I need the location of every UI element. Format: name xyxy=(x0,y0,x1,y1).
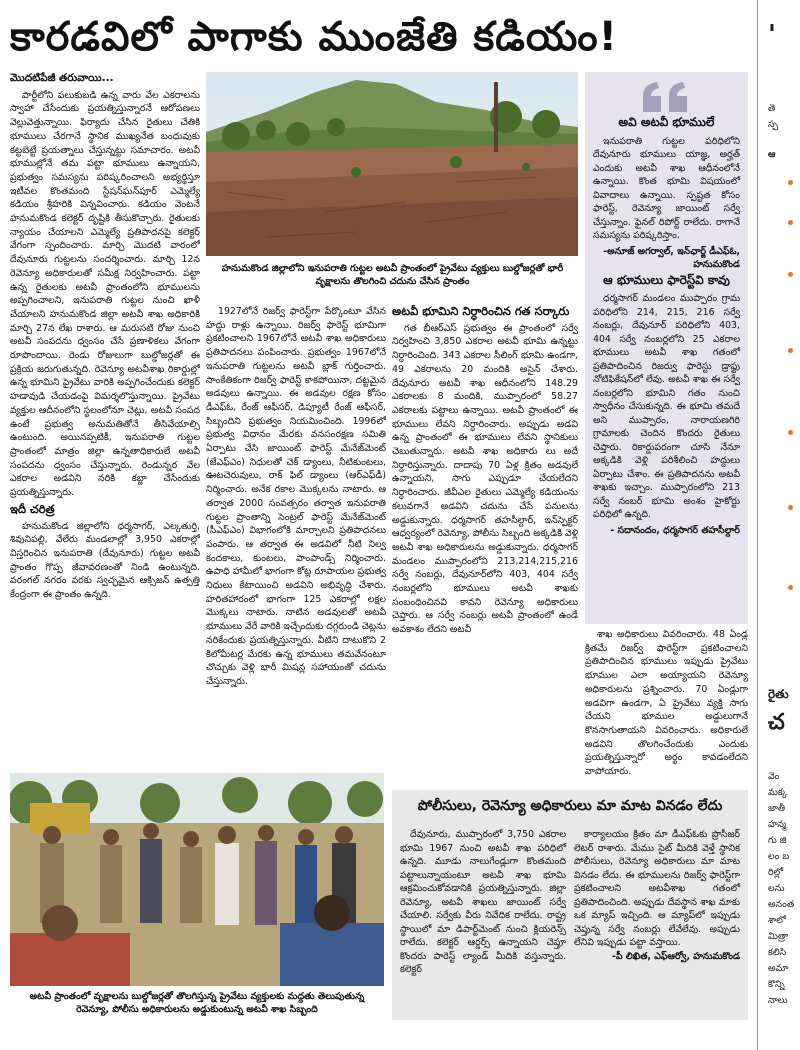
photo-cleared-forest-image xyxy=(206,72,578,256)
adjacent-text-line: శాలో xyxy=(768,915,786,926)
quote-text-not-forest: ధర్మసాగర్ మండలం ముప్పారం గ్రామ పరిధిలోని 214, 215, 216 సర్వే నంబర్లు, దేవునూర్ పరిధిలోని 403, 404 సర్వే నంబర్లలోని 25 ఎకరాల భూములు అటవీ శాఖ గతంలో ప్రతిపాదించిన రిజర్వు ఫారెస్టు డ్రాఫ్టు నోటిఫికేషన్‌లో లేవు. అటవీ శాఖ ఈ సర్వే నంబర్లలోని భూమిని గతం నుంచి స్వాధీనం చేసుకున్నది. ఈ భూమి తమదే అని ముప్పారం, నారాయణగిరి గ్రామాలకు చెందిన కొందరు రైతులు చెప్తారు. రికార్డుపరంగా చూసి నేనూ అక్కడికి వెళ్లి పరిశీలించి హద్దులు ఏర్పాటు చేశాం. ఈ ప్రతిపాదనను అటవీ శాఖకు ఇచ్చాం. ముప్పారంలోని 213 సర్వే నంబర్ భూమి అంశం హైకోర్టు పరిధిలో ఉన్నది. xyxy=(593,293,740,520)
bullet-icon xyxy=(788,348,793,353)
adjacent-headline-fragment: ' xyxy=(768,20,776,50)
photo-officials-site-caption: అటవీ ప్రాంతంలో వృక్షాలను బుల్డోజర్లతో తొలగిస్తున్న ప్రైవేటు వ్యక్తులకు మద్దతు తెలుపుతున్న రెవెన్యూ, పోలీసు అధికారులను అడ్డుకుంటున్న అటవీ శాఖ సిబ్బంది xyxy=(29,991,365,1015)
continued-kicker: మొదటిపేజీ తరువాయి... xyxy=(10,72,114,84)
police-revenue-box xyxy=(392,790,748,1020)
quote-text-forest: ఇనుపరాతి గుట్టల పరిధిలోని దేవునూరు భూములు యాజ్ఞ, అర్హత్ ఎందుకు అటవీ శాఖ ఆధీనంలోనే ఉన్నాయి. కొంత భూమి విషయంలో వివాదాలు ఉన్నాయి. స్పష్టత కోసం ఫారెస్ట్, రెవెన్యూ జాయింట్ సర్వే చేస్తున్నాం. ఫైనల్ రిపోర్ట్ రాలేదు. రాగానే సమస్యను పరిష్కరిస్తాం. xyxy=(593,135,740,241)
bullet-icon xyxy=(788,430,793,435)
headline: కారడవిలో పాగాకు ముంజేతి కడియం! xyxy=(10,14,618,60)
bullet-icon xyxy=(788,180,793,185)
quote-title-not-forest: ఆ భూములు ఫారెస్ట్‌వి కావు xyxy=(603,272,730,287)
adjacent-text-line: రిల్లో xyxy=(768,867,784,878)
photo-cleared-forest xyxy=(206,72,578,256)
history-title: ఇదీ చరిత్ర xyxy=(10,501,55,516)
adjacent-text-line: అనంత xyxy=(768,899,795,910)
adjacent-text-line: కొన్ని xyxy=(768,979,785,990)
column-3 xyxy=(392,305,578,781)
quote-mark-icon xyxy=(585,80,748,116)
history-paragraph: హనుమకొండ జిల్లాలోని ధర్మసాగర్, ఎల్కతుర్తి, శివునిపల్లి, వేలేరు మండలాల్లో 3,950 ఎకరాల్లో విస్తరించిన ఇనుపరాతి (దేవునూరు) గుట్టల అటవీ ప్రాంతం గొప్ప జీవావరణంతో నిండి ఉంటున్నది. వరంగల్ నగరం వరకు స్వచ్ఛమైన ఆక్సిజన్ ఉత్పత్తి కేంద్రంగా ఈ ప్రాంతం ఉన్నది. xyxy=(10,520,200,601)
col1-paragraph: పార్టీలోని పలుకుబడి ఉన్న వారు వేల ఎకరాలను స్వాహా చేసేందుకు ప్రయత్నిస్తున్నారనే ఆరోపణలు వెల్లువెత్తున్నాయి. ఫిర్యాదు చేసిన రైతులు చేతికి భూములు చేరగానే స్థానిక ముఖ్యనేత బంధువుకు కట్టబెట్టే ప్రయత్నాలు చేస్తున్నట్టు సమాచారం. అటవీ భూముల్లోనే తమ పట్టా భూములు ఉన్నాయని, ప్రభుత్వం సమస్యను పరిష్కరించాలని అభ్యర్థిస్తూ ఇటీవల కొంతమంది స్టేషన్‌ఘన్‌పూర్ ఎమ్మెల్యే కడియం శ్రీహరికి విన్నవించారు. కడియం వెంటనే హనుమకొండ కలెక్టర్ దృష్టికి తీసుకొచ్చారు. రైతులకు న్యాయం చేయాలని ఎమ్మెల్యే ప్రతిపాదనపై కలెక్టర్ వేగంగా స్పందించారు. మార్చి మొదటి వారంలో దేవునూరు గుట్టలను సందర్శించారు. మార్చి 12న రెవెన్యూ అధికారులతో సమీక్ష నిర్వహించారు. పట్టా ఉన్న రైతులకు అటవీ ప్రాంతంలోని భూములను అప్పగించాలని, ఇనుపరాతి గుట్టల నుంచి ఖాళీ చేయాలని హనుమకొండ జిల్లా అటవీ శాఖ అధికారికి మార్చి 27న లేఖ రాశారు. ఆ మరుసటి రోజు నుంచి అటవీ సంపదను ధ్వంసం చేసే ప్రణాళికలు వేగంగా రూపొందాయి. రెండు రోజులుగా బుల్డోజర్లతో ఈ ప్రక్రియ జరుగుతున్నది. రెవెన్యూ అటవీశాఖ రికార్డుల్లో ఉన్న భూమిని ప్రైవేటు వారికి అప్పగించేందుకు కలెక్టర్ హడావుడి చేయడంపై విమర్శలొస్తున్నాయి. ప్రైవేటు వ్యక్తుల ఆదీనంలోని స్థలంలోనూ చెట్లు, అటవీ సంపద ఉంటే ప్రభుత్వ అనుమతితోనే తీసివేయాల్సి ఉంటుంది. అయినప్పటికీ, ఇనుపరాతి గుట్టల ప్రాంతంలో మాత్రం జిల్లా ఉన్నతాధికారులే అటవీ సంపదను ధ్వంసం చేస్తున్నారు. రెండున్నర వేల ఎకరాల అడవిని నరికి కబ్జా చేసేందుకు ప్రయత్నిస్తున్నారు. xyxy=(10,89,200,499)
adjacent-fragment: ఆ xyxy=(768,149,776,160)
adjacent-subheadline-fragment: రైతు xyxy=(768,687,789,701)
adjacent-article xyxy=(758,0,800,1050)
police-box-signature: -పీ లిఖిత, ఎఫ్ఆర్వో, హనుమకొండ xyxy=(612,950,740,962)
column-4-lower xyxy=(585,628,748,778)
column-1 xyxy=(10,72,200,767)
col3-paragraph: గత బీఆర్ఎస్ ప్రభుత్వం ఈ ప్రాంతంలో సర్వే నిర్వహించి 3,850 ఎకరాల అటవీ భూమి ఉన్నట్టు నిర్ధారించింది. 343 ఎకరాల సీలింగ్ భూమి ఉండగా, 49 ఎకరాలను 20 మందికి అసైన్ చేశారు. దేవునూరు అటవీ శాఖ ఆధీనంలోని 148.29 ఎకరాలకు 8 మందికి, ముప్పారంలో 58.27 ఎకరాలకు పట్టాలు ఉన్నాయి. అటవీ ప్రాంతంలో ఈ భూములు లేవని నిర్ధారించారు. అప్పుడు అడవి ఉన్న ప్రాంతంలో ఈ భూములు లేవని స్థానికులు చెబుతున్నారు. అటవీ శాఖ అధికారు లు అదే నిర్ధారిస్తున్నారు. దాదాపు 70 ఏళ్ల క్రితం అడవులే ఉన్నాయని, సాగు ఎప్పుడూ చేయలేదని నిర్ధారించారు. జీవీఎల రైతులు ఎమ్మెల్యే కడియంను కలువగానే అడవిని చదును చేసే పనులను అడ్డుకున్నారు. ధర్మసాగర్ తహసీల్దార్, ఇన్‌స్పెక్టర్ ఆధ్వర్యంలో రెవెన్యూ, పోలీసు సిబ్బంది అక్కడికి వెళ్లి అటవీ శాఖ అధికారులను అడ్డుకున్నారు. ధర్మసాగర్ మండలం ముప్పారంలోని 213,214,215,216 సర్వే నంబర్లు, దేవునూర్‌లోని 403, 404 సర్వే నంబర్లలోని భూములు అటవీ శాఖకు సంబంధించినవి కావని రెవెన్యూ అధికారులు చెప్తారు. ఆ సర్వే నంబర్లు అటవీ ప్రాంతంలో ఉండే అవకాశం లేదని అటవీ xyxy=(392,322,578,636)
adjacent-text-line: కలిసి xyxy=(768,947,787,958)
bullet-icon xyxy=(788,585,793,590)
quote-box xyxy=(585,72,748,624)
adjacent-text-line: నాలు xyxy=(768,995,788,1006)
adjacent-text-line: వెం xyxy=(768,771,780,782)
adjacent-text-line: మిత్రా xyxy=(768,931,789,942)
adjacent-fragment: తె xyxy=(768,103,776,114)
adjacent-text-line: మక్క xyxy=(768,787,788,798)
col4-paragraph: శాఖ అధికారులు వివరించారు. 48 ఏండ్ల క్రితమే రిజర్వ్ ఫారెస్ట్‌గా ప్రకటించాలని ప్రతిపాదించిన భూములు ఇప్పుడు ప్రైవేటు భూముల ఎలా అయ్యాయని రెవెన్యూ అధికారులను ప్రశ్నించారు. 70 ఏండ్లుగా అడవిగా ఉండగా, ఏ ప్రైవేటు వ్యక్తి సాగు చేయని భూముల అడ్డులుగానే కొనసాగుతాయని వివరించారు. అధికారులే అడవిని తొలగించేందుకు ఎందుకు ప్రయత్నిస్తున్నారో అర్థం కావడంలేదని వాపోయారు. xyxy=(585,629,748,778)
quote-signature-tahsildar: - సదానందం, ధర్మసాగర్ తహసీల్దార్ xyxy=(610,524,740,536)
col2-paragraph: 1927లోనే రిజర్వ్ ఫారెస్ట్‌గా పేర్కొంటూ వేసిన హద్దు రాళ్లు ఉన్నాయి. రిజర్వ్ ఫారెస్ట్ భూమిగా ప్రకటించాలని 1967లోనే అటవీ శాఖ అధికారులు ప్రతిపాదనలు పంపించారు. ప్రభుత్వం 1967లోనే ఇనుపరాతి గుట్టలను అటవీ బ్లాక్ గుర్తించారు. సాంకేతికంగా రిజర్వ్ ఫారెస్ట్ కాకపోయినా, దట్టమైన అడవులు ఉన్నాయి. ఈ అడవుల రక్షణ కోసం డీఎఫ్‌ఓ, రేంజ్ ఆఫీసర్, డిప్యూటీ రేంజ్ ఆఫీసర్, సిబ్బందిని ప్రభుత్వం నియమించింది. 1996లో ప్రభుత్వ విధానం మేరకు వనసంరక్షణ సమితి ఏర్పాటు చేసి జాయింట్ ఫారెస్ట్ మేనేజ్‌మెంట్ (జేఎఫ్ఎం) నిధులతో చెక్ డ్యాంలు, నీటికుంటలు, ఊటచెరువులు, రాక్ ఫిల్ డ్యాంలు (ఆర్ఎఫ్‌డీ) నిర్మించారు. అనేక రకాల మొక్కలను నాటారు. ఆ తర్వాత 2000 సంవత్సరం తర్వాత ఇనుపరాతి గుట్టల ప్రాంతాన్ని సెంట్రల్ ఫారెస్ట్ మేనేజ్‌మెంట్ (సీఎఫ్ఎం) విభాగంలోకి మార్చాలని ప్రతిపాదనలు పంపారు. ఆ తర్వాత ఈ అడవిలో నీటి నిల్వ కందకాలు, కుంటలు, పాంపాండ్స్ నిర్మించారు. ఉపాధి హామీలో భాగంగా కోట్ల రూపాయల ప్రభుత్వ నిధులు కేటాయించి అడవిని అభివృద్ధి చేశారు. హరితహారంలో భాగంగా 125 ఎకరాల్లో లక్షల మొక్కలు నాటారు. నాటిన అడవులతో అటవీ భూములు వేరే వారికి ఇచ్చేందుకు దగ్గరుండి చెట్లను నరికేందుకు ప్రయత్నిస్తున్నారు. వీటిని దాటుకొని 2 కిలోమీటర్ల మేరకు ఉన్న భూములు తమవేనంటూ చొచ్చుకు వెళ్లి భారీ మిషన్ల సహాయంతో చదును చేస్తున్నారు. xyxy=(206,306,386,687)
column-2 xyxy=(206,305,386,771)
adjacent-text-line: గు జి xyxy=(768,835,787,846)
bullet-icon xyxy=(788,220,793,225)
adjacent-text-line: అమా xyxy=(768,963,789,974)
adjacent-text-line: జాతీ xyxy=(768,803,786,814)
adjacent-text-line: లను xyxy=(768,883,785,894)
quote-title-forest: అవి అటవీ భూములే xyxy=(618,115,715,129)
police-box-title: పోలీసులు, రెవెన్యూ అధికారులు మా మాట వినడం లేదు xyxy=(417,798,723,814)
adjacent-text-line: హన్మ xyxy=(768,819,787,830)
adjacent-fragment: స్ప xyxy=(768,119,778,130)
bullet-icon xyxy=(788,272,793,277)
adjacent-subheadline-fragment: చ xyxy=(768,710,785,735)
photo-officials-site xyxy=(10,773,384,986)
subheading-previous-government: అటవీ భూమిని నిర్ధారించిన గత సర్కారు xyxy=(392,305,570,318)
bullet-icon xyxy=(788,505,793,510)
adjacent-text-line: లం బ xyxy=(768,851,790,862)
quote-signature-dfo: -అనూజ్ అగర్వాల్, ఇన్‌ఛార్జ్ డీఎఫ్‌ఓ, హనుమకొండ xyxy=(603,245,740,270)
photo-cleared-forest-caption: హనుమకొండ జిల్లాలోని ఇనుపరాతి గుట్టల అటవీ ప్రాంతంలో ప్రైవేటు వ్యక్తులు బుల్డోజర్లతో భారీ వృక్షాలను తొలగించి చదును చేసిన ప్రాంతం xyxy=(221,263,564,287)
police-box-col2: కార్యాలయం క్రితం మా డీఎఫ్‌ఓకు ప్రొసీజర్ లెటర్ రాశారు. మేము సైట్ మీదికి వెళ్తే స్థానిక పోలీసులు, రెవెన్యూ అధికారులు మా మాట వినడం లేదు. ఈ భూములను రిజర్వ్ ఫారెస్ట్‌గా ప్రకటించాలని అటవీశాఖ గతంలో ప్రతిపాదించింది. అప్పుడు దేవస్థాన శాఖ మాకు ఒక మ్యాప్ ఇచ్చింది. ఆ మ్యాప్‌లో ఇప్పుడు చెప్తున్న సర్వే నంబర్లు లేవేలేవు. అప్పుడు లేనివి ఇప్పుడు పట్టా వస్తాయి. xyxy=(574,829,740,948)
police-box-col1: దేవునూరు, ముప్పారంలో 3,750 ఎకరాల భూమి 1967 నుంచి అటవీ శాఖ పరిధిలో ఉన్నది. మూడు నాలుగేండ్లుగా కొంతమంది పట్టాలున్నాయంటూ అటవీ శాఖ భూమి ఆక్రమించుకోవడానికి ప్రయత్నిస్తున్నారు. జిల్లా రెవెన్యూ, అటవీ శాఖలు జాయింట్ సర్వే చేయాలి. సర్వేకు వీరు నివేదిక రాలేదు. రాష్ట్ర స్థాయిలో మా డిపార్ట్‌మెంట్ నుంచి క్లియరెన్స్ రాలేదు. కలెక్టర్ ఆర్డర్స్ ఉన్నాయని చెప్తూ కొందరు పారెస్ట్ ల్యాండ్ మీదికి వస్తున్నారు. కలెక్టర్ xyxy=(400,829,566,975)
photo-officials-site-image xyxy=(10,773,384,986)
